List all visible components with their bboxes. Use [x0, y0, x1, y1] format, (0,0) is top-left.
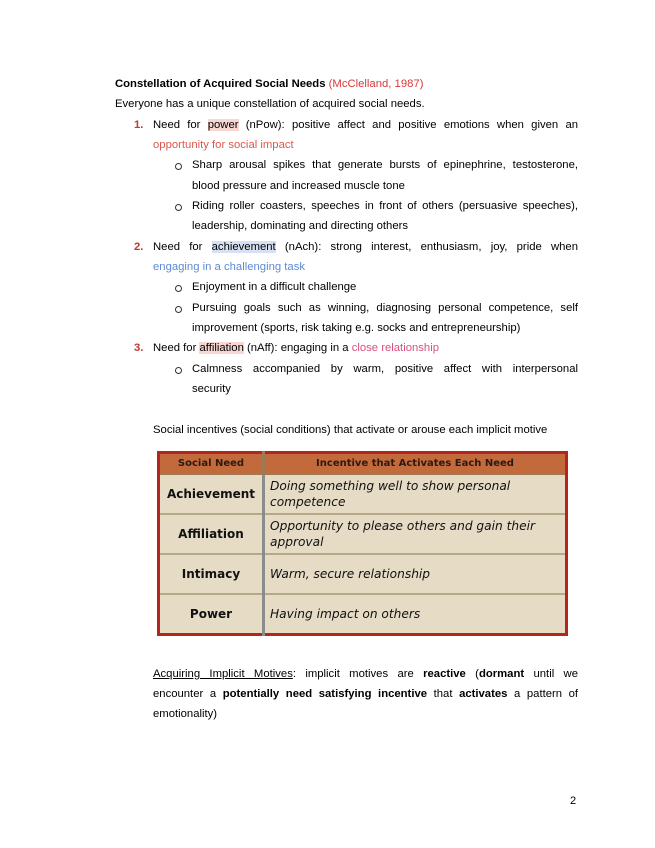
acquiring-text: that	[433, 688, 453, 700]
bullet-circle-icon	[175, 163, 182, 170]
bold-dormant: dormant	[478, 668, 525, 680]
need-affiliation-line	[153, 341, 439, 355]
acquiring-label: Acquiring Implicit Motives	[153, 668, 293, 680]
bold-incentive: potentially need satisfying incentive	[222, 688, 428, 700]
row-need: Intimacy	[159, 554, 264, 594]
need-description: (nAff): engaging in a	[247, 342, 349, 354]
acquiring-text: (	[475, 668, 479, 680]
bold-reactive: reactive	[423, 668, 466, 680]
acquiring-text: : implicit motives are	[292, 668, 414, 680]
row-need: Power	[159, 594, 264, 635]
acquiring-paren	[475, 668, 524, 680]
bold-activates: activates	[459, 688, 508, 700]
need-power-line	[153, 118, 578, 132]
table-row	[159, 554, 567, 594]
page-heading	[115, 77, 423, 91]
bullet-text: Riding roller coasters, speeches in front of others (persuasive speeches),	[192, 200, 578, 212]
intro-text: Everyone has a unique constellation of acquired social needs.	[115, 98, 425, 110]
term-achievement: achievement	[211, 241, 276, 253]
table-row	[159, 474, 567, 514]
need-description: (nPow): positive affect and positive emotions when given an	[245, 119, 579, 131]
need-prefix: Need for	[153, 119, 201, 131]
page-number: 2	[570, 795, 577, 807]
link-social-impact[interactable]: opportunity for social impact	[153, 139, 294, 151]
row-incentive: Opportunity to please others and gain their approval	[264, 514, 567, 554]
row-incentive: Doing something well to show personal competence	[264, 474, 567, 514]
header-social-need: Social Need	[159, 453, 264, 475]
acquiring-line-3: emotionality)	[153, 708, 218, 720]
bullet-text: leadership, dominating and directing others	[192, 220, 409, 232]
heading-title: Constellation of Acquired Social Needs	[115, 78, 326, 90]
row-need: Affiliation	[159, 514, 264, 554]
incentives-table	[157, 451, 568, 636]
table-header-row	[159, 453, 567, 475]
table-row	[159, 594, 567, 635]
acquiring-line-1	[153, 667, 578, 681]
bullet-text: improvement (sports, risk taking e.g. socks and entrepreneurship)	[192, 322, 521, 334]
acquiring-lead	[153, 668, 414, 680]
list-number: 2.	[134, 241, 144, 253]
table-row	[159, 514, 567, 554]
bullet-text: Enjoyment in a difficult challenge	[192, 281, 357, 293]
need-achievement-line	[153, 240, 578, 254]
bullet-text: Sharp arousal spikes that generate bursts of epinephrine, testosterone,	[192, 159, 578, 171]
row-incentive: Having impact on others	[264, 594, 567, 635]
need-prefix: Need for	[153, 241, 203, 253]
bullet-text: Pursuing goals such as winning, diagnosing personal competence, self	[192, 302, 578, 314]
link-challenging-task[interactable]: engaging in a challenging task	[153, 261, 305, 273]
term-power: power	[207, 119, 239, 131]
need-description: (nAch): strong interest, enthusiasm, joy, pride when	[284, 241, 578, 253]
bullet-text: Calmness accompanied by warm, positive affect with interpersonal	[192, 363, 578, 375]
bullet-circle-icon	[175, 285, 182, 292]
acquiring-line-2	[153, 687, 578, 701]
header-incentive: Incentive that Activates Each Need	[264, 453, 567, 475]
heading-citation: (McClelland, 1987)	[328, 78, 424, 90]
acquiring-text: a pattern of	[514, 688, 579, 700]
bullet-circle-icon	[175, 306, 182, 313]
need-prefix: Need for	[153, 342, 197, 354]
list-number: 3.	[134, 342, 144, 354]
acquiring-text: encounter a	[153, 688, 217, 700]
row-incentive: Warm, secure relationship	[264, 554, 567, 594]
row-need: Achievement	[159, 474, 264, 514]
link-close-relationship[interactable]: close relationship	[351, 342, 439, 354]
bullet-circle-icon	[175, 204, 182, 211]
bullet-text: blood pressure and increased muscle tone	[192, 180, 405, 192]
acquiring-text: until we	[533, 668, 578, 680]
list-number: 1.	[134, 119, 144, 131]
bullet-circle-icon	[175, 367, 182, 374]
term-affiliation: affiliation	[199, 342, 244, 354]
bullet-text: security	[192, 383, 231, 395]
incentives-caption: Social incentives (social conditions) that activate or arouse each implicit motive	[153, 424, 548, 436]
